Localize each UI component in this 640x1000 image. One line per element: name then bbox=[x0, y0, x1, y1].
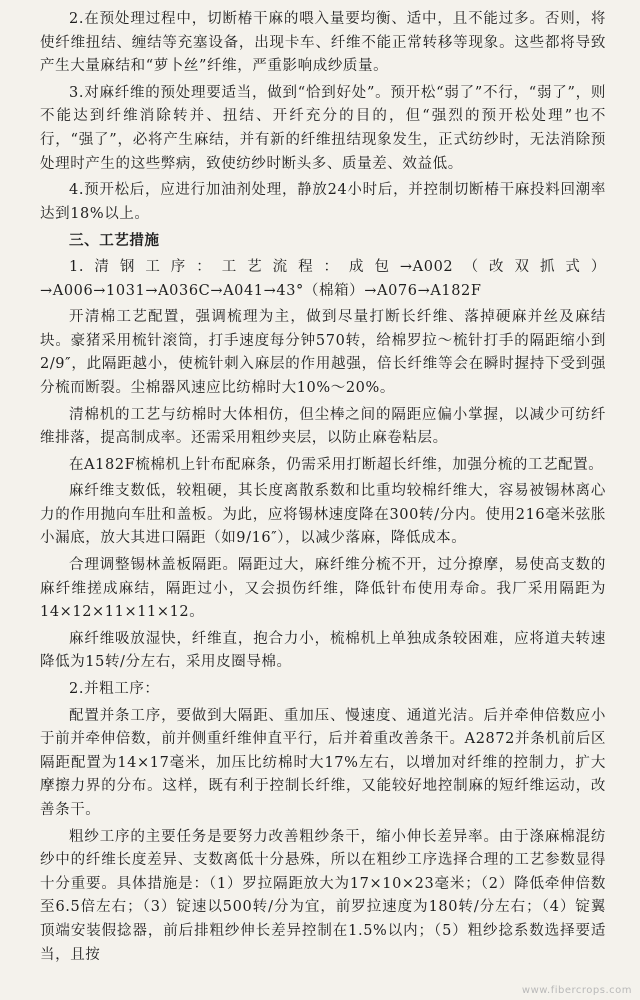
paragraph-blowing-flow: 1.清钢工序：工艺流程：成包→A002（改双抓式）→A006→1031→A036C→A041→43°（棉箱）→A076→A182F bbox=[40, 258, 606, 299]
paragraph-roving-process: 粗纱工序的主要任务是要努力改善粗纱条干，缩小伸长差异率。由于涤麻棉混纺纱中的纤维长度差异、支数离低十分悬殊，所以在粗纱工序选择合理的工艺参数显得十分重要。具体措施是：（1）罗拉隔距放大为17×10×23毫米；（2）降低牵伸倍数至6.5倍左右；（3）锭速以500转/分为宜，前罗拉速度为180转/分左右；（4）锭翼顶端安装假捻器，前后排粗纱伸长差异控制在1.5%以内；（5）粗纱捻系数选择要适当，且按 bbox=[40, 828, 606, 963]
paragraph-carding-machine: 在A182F梳棉机上针布配麻条，仍需采用打断超长纤维，加强分梳的工艺配置。 bbox=[69, 456, 604, 473]
paragraph-flat-gauge: 合理调整锡林盖板隔距。隔距过大，麻纤维分梳不开，过分撩摩，易使高支数的麻纤维搓成麻结，隔距过小，又会损伤纤维，降低针布使用寿命。我厂采用隔距为14×12×11×11×12。 bbox=[40, 557, 606, 621]
paragraph-opening-config: 开清棉工艺配置，强调梳理为主，做到尽量打断长纤维、落掉硬麻并丝及麻结块。豪猪采用梳针滚筒，打手速度每分钟570转，给棉罗拉～梳针打手的隔距缩小到2/9″，此隔距越小，使梳针刺入麻层的作用越强，倍长纤维等会在瞬时握持下受到强分梳而断裂。尘棉器风速应比纺棉时大10%～20%。 bbox=[40, 309, 606, 396]
section-heading-process-measures: 三、工艺措施 bbox=[69, 232, 160, 250]
watermark: www.fibercrops.com bbox=[521, 985, 632, 996]
paragraph-cylinder-speed: 麻纤维支数低，较粗硬，其长度离散系数和比重均较棉纤维大，容易被锡林离心力的作用抛向车肚和盖板。为此，应将锡林速度降在300转/分内。使用216毫米弦胀小漏底，放大其进口隔距（如9/16″），以减少落麻，降低成本。 bbox=[40, 483, 606, 547]
paragraph-drawing-heading: 2.并粗工序： bbox=[69, 681, 160, 698]
paragraph-pretreatment-feed: 2.在预处理过程中，切断椿干麻的喂入量要均衡、适中，且不能过多。否则，将使纤维扭结、缠结等充塞设备，出现卡车、纤维不能正常转移等现象。这些都将导致产生大量麻结和“萝卜丝”纤维，严重影响成纱质量。 bbox=[40, 11, 606, 75]
paragraph-oiling: 4.预开松后，应进行加油剂处理，静放24小时后，并控制切断椿干麻投料回潮率达到18%以上。 bbox=[40, 182, 606, 222]
paragraph-pretreatment-degree: 3.对麻纤维的预处理要适当，做到“恰到好处”。预开松“弱了”不行，“弱了”，则不能达到纤维消除转并、扭结、开纤充分的目的，但“强烈的预开松处理”也不行，“强了”，必将产生麻结，并有新的纤维扭结现象发生，正式纺纱时，无法消除预处理时产生的这些弊病，致使纺纱时断头多、质量差、效益低。 bbox=[40, 84, 606, 172]
paragraph-doffer-speed: 麻纤维吸放湿快，纤维直，抱合力小，梳棉机上单独成条较困难，应将道夫转速降低为15转/分左右，采用皮圈导棉。 bbox=[40, 630, 606, 671]
paragraph-scutcher: 清棉机的工艺与纺棉时大体相仿，但尘棒之间的隔距应偏小掌握，以减少可纺纤维排落，提高制成率。还需采用粗纱夹层，以防止麻卷粘层。 bbox=[40, 406, 606, 447]
paragraph-drawing-process: 配置并条工序，要做到大隔距、重加压、慢速度、通道光洁。后并牵伸倍数应小于前并牵伸倍数，前并侧重纤维伸直平行，后并着重改善条干。A2872并条机前后区隔距配置为14×17毫米，加压比纺棉时大17%左右，以增加对纤维的控制力，扩大摩擦力界的分布。这样，既有利于控制长纤维，又能较好地控制麻的短纤维运动，改善条干。 bbox=[40, 707, 606, 818]
